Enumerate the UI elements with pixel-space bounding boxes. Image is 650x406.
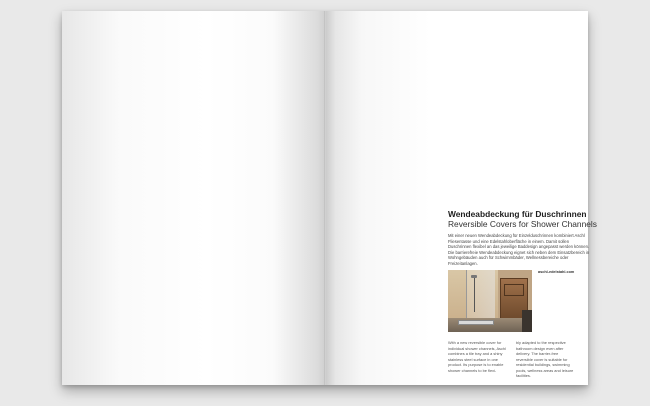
body-column-1: With a new reversible cover for individual shower channels, Aschl combines a tile tray and a shiny stainless steel surface in one product. Its purpose is to enable shower channels to be flexi- <box>448 340 506 373</box>
article-title-german: Wendeabdeckung für Duschrinnen <box>448 209 587 219</box>
page-gutter <box>324 11 326 385</box>
article-intro-text: Mit einer neuen Wendeabdeckung für Einzelduschrinnen kombiniert Aschl Fliesentasse und eine Edelstahloberfläche in einem. Damit sollen Duschrinnen flexibel an das jeweilige Baddesign angepasst werden können. Die barrierefreie Wendeabdeckung eignet sich neben dem Einsatzbereich in Wohngebäuden auch für Schwimmbäder, Wellnessbereiche oder Freizeitanlagen. <box>448 233 590 266</box>
shower-photo <box>448 270 532 332</box>
left-page <box>62 11 325 385</box>
article-block <box>448 209 597 266</box>
shower-channel <box>458 320 494 325</box>
website-link: aschl-edelstahl.com <box>538 270 575 274</box>
body-column-2: bly adapted to the respective bathroom design even after delivery. The barrier-free reversible cover is suitable for residential buildings, swimming pools, wellness areas and leisure facilities. <box>516 340 574 378</box>
article-title-english: Reversible Covers for Shower Channels <box>448 219 597 229</box>
